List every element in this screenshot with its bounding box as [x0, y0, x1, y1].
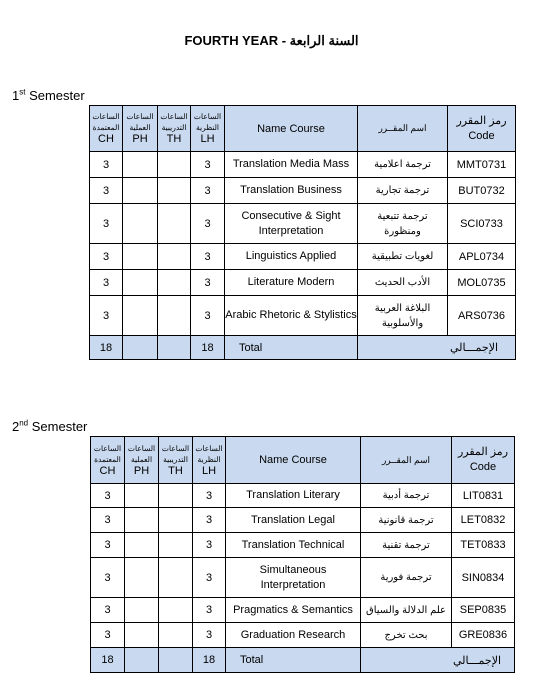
header-ch: الساعات المعتمدة CH [91, 437, 125, 484]
cell-ph [125, 558, 159, 598]
cell-arabic-name: البلاغة العربية والأسلوبية [358, 296, 448, 336]
total-th-empty [159, 648, 193, 673]
cell-ph [125, 623, 159, 648]
cell-arabic-name: ترجمة فورية [361, 558, 452, 598]
table-header-row [91, 437, 515, 484]
cell-code: BUT0732 [448, 178, 516, 204]
cell-ch: 3 [91, 598, 125, 623]
cell-th [158, 244, 191, 270]
table-row [90, 296, 516, 336]
header-ph: الساعات العملية PH [125, 437, 159, 484]
cell-lh: 3 [193, 598, 226, 623]
total-row [90, 336, 516, 360]
cell-lh: 3 [191, 296, 225, 336]
header-lh: الساعات النظرية LH [193, 437, 226, 484]
cell-ph [125, 598, 159, 623]
cell-ph [125, 484, 159, 508]
total-ch: 18 [91, 648, 125, 673]
header-name-course: Name Course [225, 106, 358, 152]
header-ch: الساعات المعتمدة CH [90, 106, 123, 152]
total-th-empty [158, 336, 191, 360]
cell-ch: 3 [91, 533, 125, 558]
table-row [90, 178, 516, 204]
cell-ph [123, 204, 158, 244]
cell-ch: 3 [91, 558, 125, 598]
cell-ph [125, 533, 159, 558]
cell-lh: 3 [193, 533, 226, 558]
semester-number: 1 [12, 88, 20, 103]
semester-label: Semester [25, 88, 85, 103]
cell-code: LET0832 [452, 508, 515, 533]
cell-th [158, 296, 191, 336]
semester-number: 2 [12, 419, 20, 434]
cell-ch: 3 [90, 244, 123, 270]
cell-arabic-name: ترجمة اعلامية [358, 152, 448, 178]
cell-arabic-name: علم الدلالة والسياق [361, 598, 452, 623]
header-code: رمز المقرر Code [452, 437, 515, 484]
cell-code: SIN0834 [452, 558, 515, 598]
header-arabic-name: اسم المقــرر [358, 106, 448, 152]
cell-lh: 3 [193, 623, 226, 648]
cell-th [159, 484, 193, 508]
cell-arabic-name: الأدب الحديث [358, 270, 448, 296]
cell-code: SCI0733 [448, 204, 516, 244]
title-arabic: السنة الرابعة [289, 33, 359, 48]
total-arabic-label: الإجمـــالي [358, 336, 516, 360]
cell-th [158, 204, 191, 244]
semester-ordinal-suffix: nd [19, 418, 29, 428]
header-th: الساعات التدريبية TH [159, 437, 193, 484]
semester-2-heading [12, 419, 87, 434]
total-ch: 18 [90, 336, 123, 360]
table-row [91, 558, 515, 598]
cell-lh: 3 [191, 244, 225, 270]
cell-course-name: Arabic Rhetoric & Stylistics [225, 296, 358, 336]
cell-lh: 3 [191, 204, 225, 244]
table-row [91, 623, 515, 648]
cell-th [159, 533, 193, 558]
cell-ph [125, 508, 159, 533]
cell-th [159, 623, 193, 648]
cell-th [158, 270, 191, 296]
cell-ch: 3 [90, 152, 123, 178]
cell-code: MMT0731 [448, 152, 516, 178]
table-row [91, 484, 515, 508]
cell-course-name: Translation Business [225, 178, 358, 204]
total-arabic-label: الإجمـــالي [361, 648, 515, 673]
cell-code: GRE0836 [452, 623, 515, 648]
cell-arabic-name: ترجمة تجارية [358, 178, 448, 204]
cell-arabic-name: لغويات تطبيقية [358, 244, 448, 270]
total-label: Total [225, 336, 358, 360]
cell-lh: 3 [193, 508, 226, 533]
cell-th [159, 598, 193, 623]
cell-lh: 3 [191, 178, 225, 204]
cell-code: MOL0735 [448, 270, 516, 296]
cell-ph [123, 178, 158, 204]
cell-code: ARS0736 [448, 296, 516, 336]
cell-course-name: Translation Media Mass [225, 152, 358, 178]
header-arabic-name: اسم المقــرر [361, 437, 452, 484]
semester-ordinal-suffix: st [19, 87, 26, 97]
cell-lh: 3 [193, 558, 226, 598]
cell-th [159, 558, 193, 598]
total-ph-empty [125, 648, 159, 673]
header-name-course: Name Course [226, 437, 361, 484]
cell-code: LIT0831 [452, 484, 515, 508]
cell-th [158, 178, 191, 204]
cell-th [158, 152, 191, 178]
cell-ch: 3 [91, 508, 125, 533]
header-code: رمز المقرر Code [448, 106, 516, 152]
table-row [90, 270, 516, 296]
cell-ch: 3 [90, 296, 123, 336]
cell-course-name: Pragmatics & Semantics [226, 598, 361, 623]
semester-label: Semester [28, 419, 88, 434]
cell-course-name: Translation Literary [226, 484, 361, 508]
table-row [91, 533, 515, 558]
title-english: FOURTH YEAR [184, 33, 279, 48]
cell-arabic-name: ترجمة أدبية [361, 484, 452, 508]
total-lh: 18 [193, 648, 226, 673]
title-separator: - [278, 33, 290, 48]
semester-2-table [90, 436, 515, 673]
cell-lh: 3 [193, 484, 226, 508]
table-header-row [90, 106, 516, 152]
cell-arabic-name: ترجمة تتبعية ومنظورة [358, 204, 448, 244]
table-row [90, 152, 516, 178]
cell-ch: 3 [90, 270, 123, 296]
header-lh: الساعات النظرية LH [191, 106, 225, 152]
cell-ph [123, 270, 158, 296]
cell-ph [123, 152, 158, 178]
cell-ch: 3 [91, 484, 125, 508]
cell-course-name: Translation Technical [226, 533, 361, 558]
table-row [90, 244, 516, 270]
cell-ch: 3 [90, 178, 123, 204]
cell-course-name: Simultaneous Interpretation [226, 558, 361, 598]
header-th: الساعات التدريبية TH [158, 106, 191, 152]
table-row [91, 508, 515, 533]
page-title [0, 33, 543, 49]
semester-1-heading [12, 88, 85, 103]
total-ph-empty [123, 336, 158, 360]
cell-course-name: Consecutive & Sight Interpretation [225, 204, 358, 244]
cell-th [159, 508, 193, 533]
total-label: Total [226, 648, 361, 673]
cell-lh: 3 [191, 152, 225, 178]
table-row [91, 598, 515, 623]
semester-1-table [89, 105, 516, 360]
cell-course-name: Graduation Research [226, 623, 361, 648]
cell-code: APL0734 [448, 244, 516, 270]
header-ph: الساعات العملية PH [123, 106, 158, 152]
cell-code: TET0833 [452, 533, 515, 558]
cell-course-name: Literature Modern [225, 270, 358, 296]
cell-arabic-name: ترجمة قانونية [361, 508, 452, 533]
table-row [90, 204, 516, 244]
total-lh: 18 [191, 336, 225, 360]
cell-ch: 3 [90, 204, 123, 244]
cell-ph [123, 296, 158, 336]
cell-ch: 3 [91, 623, 125, 648]
cell-ph [123, 244, 158, 270]
total-row [91, 648, 515, 673]
cell-lh: 3 [191, 270, 225, 296]
cell-code: SEP0835 [452, 598, 515, 623]
cell-course-name: Translation Legal [226, 508, 361, 533]
cell-arabic-name: ترجمة تقنية [361, 533, 452, 558]
cell-arabic-name: بحث تخرج [361, 623, 452, 648]
cell-course-name: Linguistics Applied [225, 244, 358, 270]
